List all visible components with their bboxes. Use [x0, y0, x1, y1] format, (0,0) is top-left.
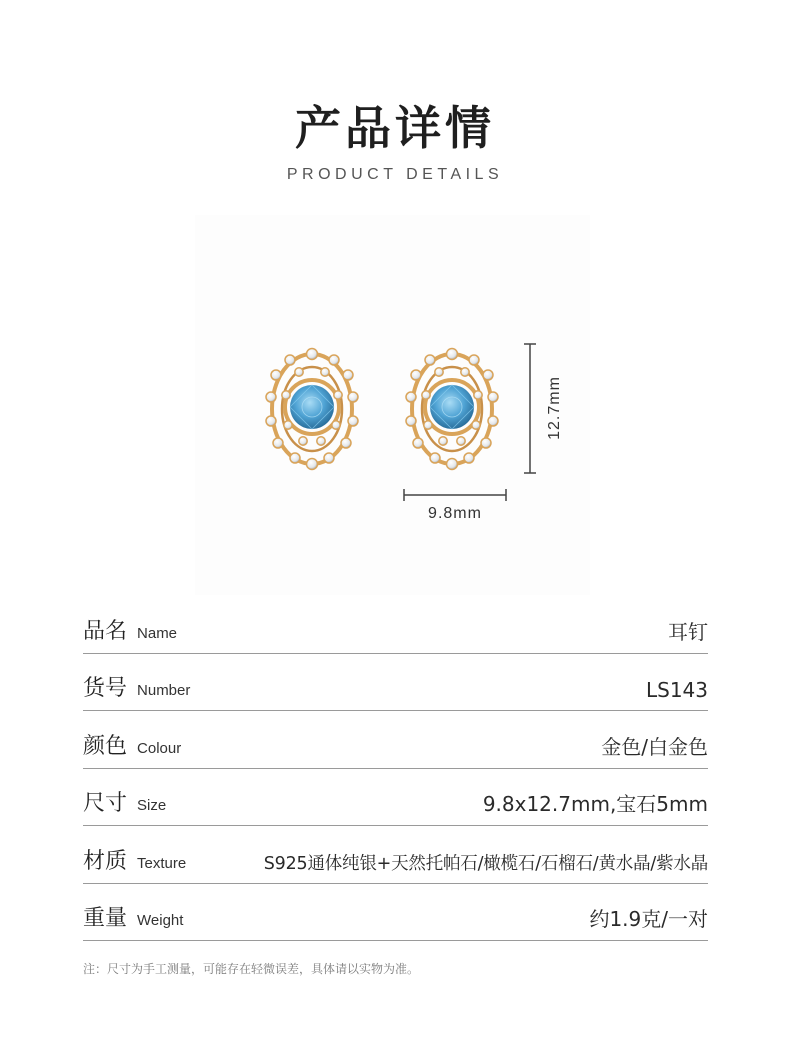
label-cn: 尺寸 — [83, 791, 128, 816]
spec-label — [83, 786, 166, 817]
label-en: Name — [137, 624, 178, 642]
spec-label — [83, 729, 181, 760]
spec-row-size — [83, 769, 708, 827]
spec-row-weight — [83, 884, 708, 942]
spec-value: S925通体纯银+天然托帕石/橄榄石/石榴石/黄水晶/紫水晶 — [263, 853, 708, 874]
spec-label — [83, 901, 183, 932]
spec-row-name — [83, 596, 708, 654]
label-cn: 货号 — [83, 676, 128, 701]
spec-row-texture — [83, 826, 708, 884]
height-dimension — [524, 344, 536, 473]
spec-value: 约1.9克/一对 — [589, 907, 708, 931]
spec-value: 金色/白金色 — [601, 734, 708, 759]
spec-label — [83, 671, 190, 702]
label-cn: 重量 — [83, 906, 128, 931]
label-en: Size — [137, 797, 167, 814]
page-title: 产品详情 — [295, 101, 495, 155]
label-en: Colour — [137, 739, 182, 757]
spec-table — [83, 596, 708, 941]
spec-value: 耳钉 — [668, 619, 708, 644]
label-en: Weight — [137, 912, 184, 929]
spec-row-number — [83, 654, 708, 712]
label-en: Texture — [137, 854, 187, 872]
footnote: 注：尺寸为手工测量，可能存在轻微误差，具体请以实物为准。 — [83, 962, 420, 976]
width-label: 9.8mm — [428, 505, 482, 522]
label-cn: 品名 — [83, 618, 128, 644]
label-cn: 材质 — [83, 848, 128, 874]
label-en: Number — [137, 682, 191, 699]
earring-illustration — [195, 215, 590, 595]
spec-label — [83, 844, 186, 875]
spec-row-colour — [83, 711, 708, 769]
earring-left — [266, 349, 358, 470]
width-dimension — [404, 489, 506, 501]
earring-right — [406, 349, 498, 470]
page-subtitle: PRODUCT DETAILS — [286, 166, 504, 183]
spec-value: LS143 — [645, 678, 708, 702]
product-photo — [195, 215, 590, 595]
label-cn: 颜色 — [83, 733, 128, 759]
spec-label — [83, 614, 177, 645]
height-label: 12.7mm — [546, 376, 563, 440]
spec-value: 9.8x12.7mm,宝石5mm — [482, 792, 708, 816]
